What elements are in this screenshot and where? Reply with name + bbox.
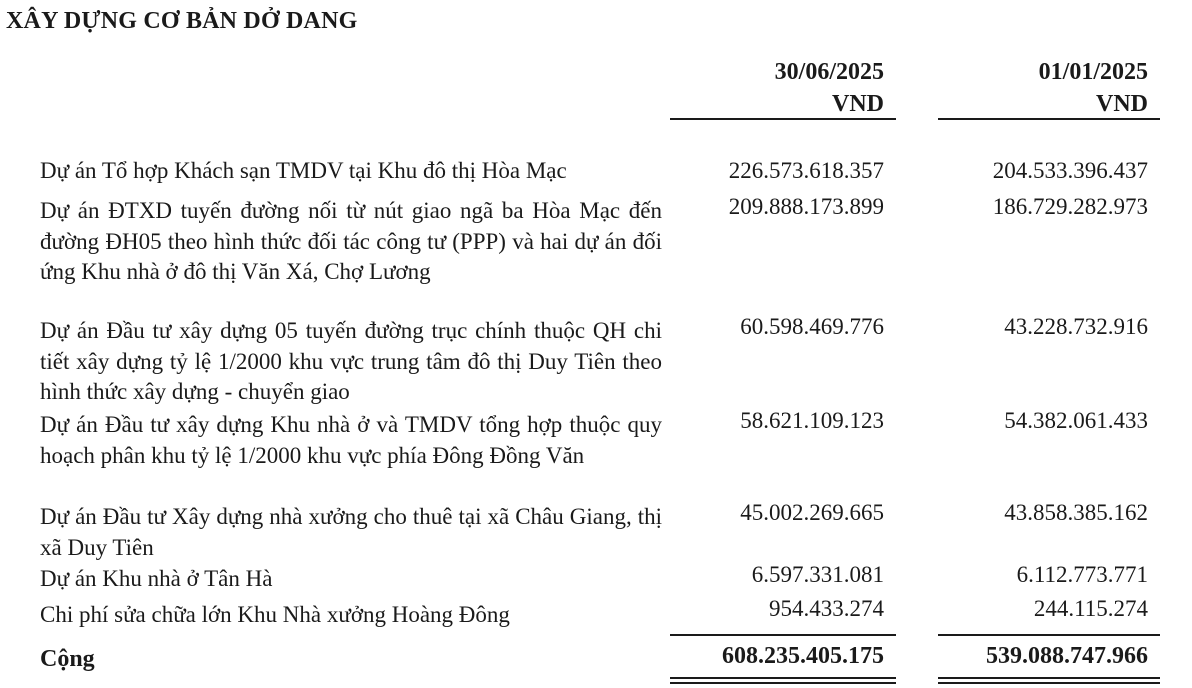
row-value-current: 60.598.469.776 [740, 314, 884, 339]
row-description: Chi phí sửa chữa lớn Khu Nhà xưởng Hoàng Đông [40, 602, 510, 627]
row-description: Dự án Đầu tư xây dựng Khu nhà ở và TMDV tổng hợp thuộc quy hoạch phân khu tỷ lệ 1/2000 khu vực phía Đông Đồng Văn [40, 412, 662, 468]
row-value-previous: 244.115.274 [1033, 596, 1148, 621]
total-rule [670, 634, 896, 636]
row-value-previous: 204.533.396.437 [992, 158, 1148, 183]
row-description: Dự án ĐTXD tuyến đường nối từ nút giao ngã ba Hòa Mạc đến đường ĐH05 theo hình thức đối tác công tư (PPP) và hai dự án đối ứng Khu nhà ở đô thị Văn Xá, Chợ Lương [40, 198, 662, 284]
header-rule [670, 118, 896, 120]
total-label: Cộng [40, 646, 95, 672]
row-value-current: 45.002.269.665 [740, 500, 884, 525]
row-value-previous: 43.858.385.162 [1004, 500, 1148, 525]
total-value-previous: 539.088.747.966 [986, 643, 1148, 669]
column-date: 30/06/2025 [774, 59, 884, 85]
row-value-previous: 186.729.282.973 [992, 194, 1148, 219]
row-value-previous: 43.228.732.916 [1004, 314, 1148, 339]
total-rule [938, 634, 1160, 636]
row-value-current: 58.621.109.123 [740, 408, 884, 433]
double-underline [938, 677, 1160, 679]
column-date: 01/01/2025 [1038, 59, 1148, 85]
column-unit: VND [832, 91, 884, 117]
column-header-previous [928, 56, 1148, 120]
row-value-current: 226.573.618.357 [728, 158, 884, 183]
row-value-current: 954.433.274 [769, 596, 884, 621]
column-unit: VND [1096, 91, 1148, 117]
section-title: XÂY DỰNG CƠ BẢN DỞ DANG [6, 8, 358, 34]
row-description: Dự án Đầu tư Xây dựng nhà xưởng cho thuê tại xã Châu Giang, thị xã Duy Tiên [40, 504, 662, 560]
row-value-current: 6.597.331.081 [751, 562, 884, 587]
double-underline [670, 677, 896, 679]
row-value-current: 209.888.173.899 [728, 194, 884, 219]
column-header-current [664, 56, 884, 120]
double-underline [670, 682, 896, 684]
double-underline [938, 682, 1160, 684]
row-value-previous: 54.382.061.433 [1004, 408, 1148, 433]
row-description: Dự án Đầu tư xây dựng 05 tuyến đường trục chính thuộc QH chi tiết xây dựng tỷ lệ 1/2000 khu vực trung tâm đô thị Duy Tiên theo hình thức xây dựng - chuyển giao [40, 318, 662, 404]
row-value-previous: 6.112.773.771 [1016, 562, 1148, 587]
total-value-current: 608.235.405.175 [722, 643, 884, 669]
header-rule [938, 118, 1160, 120]
row-description: Dự án Tổ hợp Khách sạn TMDV tại Khu đô thị Hòa Mạc [40, 158, 567, 183]
row-description: Dự án Khu nhà ở Tân Hà [40, 566, 273, 591]
